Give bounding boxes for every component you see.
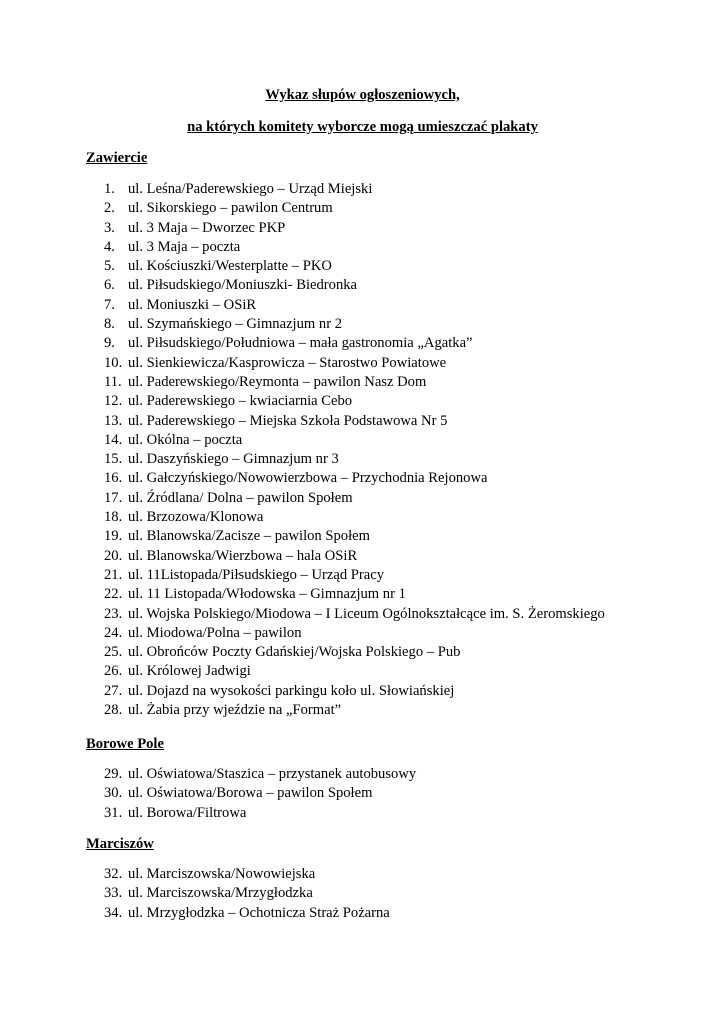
list-item-number: 14. [104, 431, 123, 448]
list-item-location: ul. Królowej Jadwigi [128, 663, 251, 680]
list-item-location: ul. Mrzygłodzka – Ochotnicza Straż Pożarna [128, 904, 390, 921]
list-item [0, 528, 725, 547]
list-item [0, 663, 725, 682]
list-item-location: ul. 11 Listopada/Włodowska – Gimnazjum nr 1 [128, 586, 406, 603]
list-item-number: 1. [104, 181, 115, 197]
list-item-location: ul. Moniuszki – OSiR [128, 296, 257, 313]
list-item-number: 20. [104, 547, 123, 564]
list-item-number: 27. [104, 682, 123, 699]
list-item-location: ul. Okólna – poczta [128, 431, 243, 448]
list-item-number: 34. [104, 904, 123, 921]
list-item [0, 702, 725, 721]
list-item-number: 13. [104, 412, 123, 429]
list-item-number: 26. [104, 663, 123, 680]
list-item-location: ul. Oświatowa/Borowa – pawilon Społem [128, 785, 373, 802]
list-item-location: ul. Dojazd na wysokości parkingu koło ul. Słowiańskiej [128, 682, 455, 699]
list-item-location: ul. Daszyńskiego – Gimnazjum nr 3 [128, 451, 339, 468]
list-item [0, 805, 725, 824]
list-item [0, 625, 725, 644]
list-item [0, 239, 725, 258]
list-item-location: ul. Paderewskiego – kwiaciarnia Cebo [128, 393, 353, 410]
list-item-location: ul. Leśna/Paderewskiego – Urząd Miejski [128, 181, 373, 197]
list-item-number: 19. [104, 528, 123, 545]
section-heading-marciszow: Marciszów [86, 836, 154, 852]
list-item [0, 586, 725, 605]
list-item-number: 12. [104, 393, 123, 410]
list-item-location: ul. Żabia przy wjeździe na „Format” [128, 702, 342, 719]
list-item-number: 7. [104, 296, 115, 313]
list-item-location: ul. Miodowa/Polna – pawilon [128, 624, 302, 641]
list-item [0, 490, 725, 509]
list-item [0, 258, 725, 277]
list-item-number: 29. [104, 766, 123, 782]
list-item [0, 181, 725, 200]
list-item-number: 10. [104, 354, 123, 371]
list-item [0, 606, 725, 625]
list-item-number: 31. [104, 804, 123, 821]
document-title: Wykaz słupów ogłoszeniowych, [265, 87, 460, 103]
list-item [0, 866, 725, 885]
list-item-location: ul. Paderewskiego/Reymonta – pawilon Nasz Dom [128, 373, 427, 390]
list-item-location: ul. Brzozowa/Klonowa [128, 509, 264, 526]
list-item [0, 766, 725, 785]
list-item-location: ul. Marciszowska/Nowowiejska [128, 866, 316, 882]
list-item-number: 23. [104, 605, 123, 622]
list-item-location: ul. Paderewskiego – Miejska Szkoła Podstawowa Nr 5 [128, 412, 448, 429]
list-item-location: ul. Sienkiewicza/Kasprowicza – Starostwo Powiatowe [128, 354, 447, 371]
list-item-location: ul. Piłsudskiego/Południowa – mała gastronomia „Agatka” [128, 335, 473, 352]
list-item-number: 16. [104, 470, 123, 487]
list-item-location: ul. 3 Maja – poczta [128, 238, 241, 255]
list-item-number: 18. [104, 509, 123, 526]
list-item-location: ul. Gałczyńskiego/Nowowierzbowa – Przychodnia Rejonowa [128, 470, 488, 487]
list-item [0, 297, 725, 316]
list-item [0, 470, 725, 489]
location-list-zawiercie [0, 181, 725, 721]
list-item-location: ul. Sikorskiego – pawilon Centrum [128, 200, 333, 217]
list-item-location: ul. Szymańskiego – Gimnazjum nr 2 [128, 316, 343, 333]
list-item-number: 17. [104, 489, 123, 506]
list-item-number: 28. [104, 702, 123, 719]
document-subtitle: na których komitety wyborcze mogą umieszczać plakaty [187, 119, 538, 135]
list-item [0, 200, 725, 219]
list-item [0, 644, 725, 663]
list-item-number: 22. [104, 586, 123, 603]
list-item-number: 5. [104, 258, 115, 275]
list-item-number: 30. [104, 785, 123, 802]
section-heading-borowe-pole: Borowe Pole [86, 736, 164, 752]
list-item-number: 4. [104, 238, 115, 255]
list-item-location: ul. Blanowska/Zacisze – pawilon Społem [128, 528, 370, 545]
list-item-location: ul. Wojska Polskiego/Miodowa – I Liceum Ogólnokształcące im. S. Żeromskiego [128, 605, 605, 622]
list-item-number: 11. [104, 373, 122, 390]
list-item [0, 451, 725, 470]
list-item [0, 905, 725, 924]
list-item-location: ul. Marciszowska/Mrzygłodzka [128, 885, 313, 902]
list-item-number: 21. [104, 566, 123, 583]
list-item-location: ul. 11Listopada/Piłsudskiego – Urząd Pracy [128, 566, 385, 583]
list-item [0, 220, 725, 239]
list-item [0, 277, 725, 296]
list-item-number: 9. [104, 335, 115, 352]
list-item-location: ul. 3 Maja – Dworzec PKP [128, 219, 286, 236]
list-item [0, 316, 725, 335]
list-item [0, 683, 725, 702]
list-item-location: ul. Borowa/Filtrowa [128, 804, 247, 821]
list-item [0, 567, 725, 586]
list-item-number: 25. [104, 644, 123, 661]
list-item [0, 509, 725, 528]
section-heading-zawiercie: Zawiercie [86, 150, 148, 166]
list-item-location: ul. Obrońców Poczty Gdańskiej/Wojska Polskiego – Pub [128, 644, 461, 661]
list-item-location: ul. Źródlana/ Dolna – pawilon Społem [128, 489, 353, 506]
list-item-location: ul. Piłsudskiego/Moniuszki- Biedronka [128, 277, 358, 294]
list-item [0, 374, 725, 393]
list-item-number: 15. [104, 451, 123, 468]
list-item [0, 335, 725, 354]
list-item-location: ul. Oświatowa/Staszica – przystanek autobusowy [128, 766, 417, 782]
list-item-number: 8. [104, 316, 115, 333]
list-item-location: ul. Blanowska/Wierzbowa – hala OSiR [128, 547, 358, 564]
list-item [0, 393, 725, 412]
list-item-number: 33. [104, 885, 123, 902]
list-item-number: 32. [104, 866, 123, 882]
list-item-number: 3. [104, 219, 115, 236]
list-item-number: 24. [104, 624, 123, 641]
list-item-number: 2. [104, 200, 115, 217]
location-list-borowe-pole [0, 766, 725, 824]
list-item [0, 432, 725, 451]
list-item [0, 548, 725, 567]
location-list-marciszow [0, 866, 725, 924]
list-item-number: 6. [104, 277, 115, 294]
list-item [0, 355, 725, 374]
list-item-location: ul. Kościuszki/Westerplatte – PKO [128, 258, 332, 275]
list-item [0, 785, 725, 804]
list-item [0, 413, 725, 432]
list-item [0, 885, 725, 904]
